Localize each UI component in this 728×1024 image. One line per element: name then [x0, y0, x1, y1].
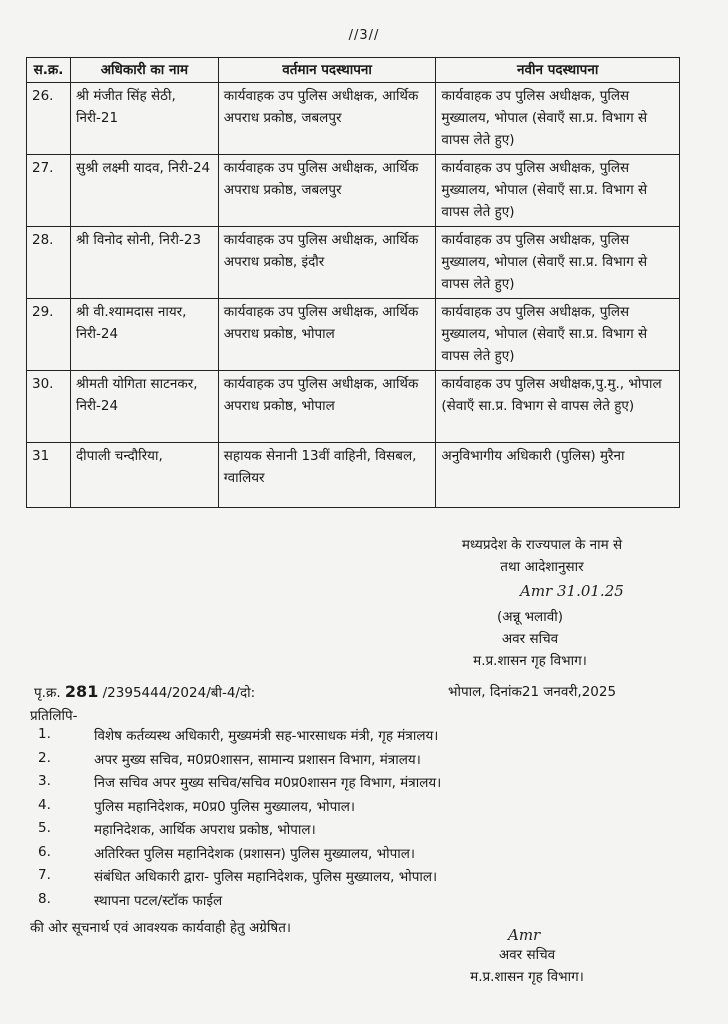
row-current-posting: कार्यवाहक उप पुलिस अधीक्षक, आर्थिक अपराध प्रकोष्ठ, भोपाल [218, 299, 436, 371]
row-new-posting: कार्यवाहक उप पुलिस अधीक्षक, पुलिस मुख्यालय, भोपाल (सेवाएँ सा.प्र. विभाग से वापस लेते हुए) [436, 155, 680, 227]
row-new-posting: कार्यवाहक उप पुलिस अधीक्षक, पुलिस मुख्यालय, भोपाल (सेवाएँ सा.प्र. विभाग से वापस लेते हुए) [436, 299, 680, 371]
header-sno: स.क्र. [27, 58, 71, 83]
list-item [30, 797, 441, 821]
issue-date: भोपाल, दिनांक21 जनवरी,2025 [448, 684, 617, 700]
reference-prefix: पृ.क्र. [34, 685, 61, 701]
item-number: 1. [38, 726, 51, 742]
item-number: 7. [38, 867, 51, 883]
row-sno: 28. [27, 227, 71, 299]
row-sno: 27. [27, 155, 71, 227]
item-text: महानिदेशक, आर्थिक अपराध प्रकोष्ठ, भोपाल। [94, 822, 316, 838]
signatory-name: (अन्नू भलावी) [497, 609, 563, 625]
item-text: संबंधित अधिकारी द्वारा- पुलिस महानिदेशक, पुलिस मुख्यालय, भोपाल। [94, 869, 438, 885]
list-item [30, 820, 441, 844]
table-row [27, 83, 680, 155]
item-number: 6. [38, 843, 51, 860]
copy-signatory [452, 944, 602, 988]
row-name: श्री विनोद सोनी, निरी-23 [70, 227, 218, 299]
item-text: पुलिस महानिदेशक, म0प्र0 पुलिस मुख्यालय, भोपाल। [94, 798, 356, 815]
row-sno: 29. [27, 299, 71, 371]
row-new-posting: कार्यवाहक उप पुलिस अधीक्षक,पु.मु., भोपाल (सेवाएँ सा.प्र. विभाग से वापस लेते हुए) [436, 371, 680, 443]
copy-title: प्रतिलिपि- [30, 708, 78, 724]
table-header-row [27, 58, 680, 83]
row-new-posting: अनुविभागीय अधिकारी (पुलिस) मुरैना [436, 443, 680, 508]
transfer-table [26, 57, 680, 508]
item-number: 8. [38, 890, 51, 907]
row-current-posting: कार्यवाहक उप पुलिस अधीक्षक, आर्थिक अपराध प्रकोष्ठ, जबलपुर [218, 155, 436, 227]
table-row [27, 227, 680, 299]
item-text: अतिरिक्त पुलिस महानिदेशक (प्रशासन) पुलिस मुख्यालय, भोपाल। [94, 845, 416, 862]
header-officer-name: अधिकारी का नाम [70, 58, 218, 83]
forwarding-note: की ओर सूचनार्थ एवं आवश्यक कार्यवाही हेतु अग्रेषित। [30, 920, 292, 936]
row-current-posting: कार्यवाहक उप पुलिस अधीक्षक, आर्थिक अपराध प्रकोष्ठ, भोपाल [218, 371, 436, 443]
row-new-posting: कार्यवाहक उप पुलिस अधीक्षक, पुलिस मुख्यालय, भोपाल (सेवाएँ सा.प्र. विभाग से वापस लेते हुए) [436, 227, 680, 299]
row-name: दीपाली चन्दौरिया, [70, 443, 218, 508]
signatory-department: म.प्र.शासन गृह विभाग। [473, 653, 587, 669]
copy-signatory-department: म.प्र.शासन गृह विभाग। [470, 969, 584, 985]
item-number: 2. [38, 749, 51, 766]
list-item [30, 726, 441, 750]
table-row [27, 299, 680, 371]
list-item [30, 844, 441, 868]
item-number: 3. [38, 773, 51, 789]
signatory-designation: अवर सचिव [501, 631, 559, 647]
copy-signature: Amr [508, 926, 541, 944]
page-number: //3// [348, 28, 380, 43]
header-new-posting: नवीन पदस्थापना [436, 58, 680, 83]
row-name: श्री वी.श्यामदास नायर, निरी-24 [70, 299, 218, 371]
table-row [27, 371, 680, 443]
order-authority-line-2: तथा आदेशानुसार [500, 559, 584, 575]
header-current-posting: वर्तमान पदस्थापना [218, 58, 436, 83]
row-sno: 30. [27, 371, 71, 443]
item-text: स्थापना पटल/स्टॉक फाईल [94, 892, 223, 909]
row-current-posting: कार्यवाहक उप पुलिस अधीक्षक, आर्थिक अपराध प्रकोष्ठ, जबलपुर [218, 83, 436, 155]
row-new-posting: कार्यवाहक उप पुलिस अधीक्षक, पुलिस मुख्यालय, भोपाल (सेवाएँ सा.प्र. विभाग से वापस लेते हुए) [436, 83, 680, 155]
order-signature-block [412, 534, 672, 578]
item-number: 4. [38, 796, 51, 813]
list-item [30, 891, 441, 915]
reference-number-value: 281 [64, 682, 99, 701]
item-number: 5. [38, 820, 51, 836]
item-text: अपर मुख्य सचिव, म0प्र0शासन, सामान्य प्रशासन विभाग, मंत्रालय। [94, 751, 421, 768]
row-current-posting: सहायक सेनानी 13वीं वाहिनी, विसबल, ग्वालियर [218, 443, 436, 508]
copy-list [30, 726, 441, 914]
list-item [30, 750, 441, 774]
order-signature: Amr 31.01.25 [520, 582, 624, 600]
table-row [27, 443, 680, 508]
row-name: श्रीमती योगिता साटनकर, निरी-24 [70, 371, 218, 443]
row-sno: 26. [27, 83, 71, 155]
row-name: श्री मंजीत सिंह सेठी, निरी-21 [70, 83, 218, 155]
list-item [30, 867, 441, 891]
reference-suffix: /2395444/2024/बी-4/दो: [102, 685, 256, 701]
order-authority-line: मध्यप्रदेश के राज्यपाल के नाम से [461, 537, 623, 553]
row-current-posting: कार्यवाहक उप पुलिस अधीक्षक, आर्थिक अपराध प्रकोष्ठ, इंदौर [218, 227, 436, 299]
list-item [30, 773, 441, 797]
reference-number [34, 682, 255, 701]
copy-signatory-designation: अवर सचिव [498, 947, 556, 963]
item-text: निज सचिव अपर मुख्य सचिव/सचिव म0प्र0शासन गृह विभाग, मंत्रालय। [94, 775, 442, 791]
row-sno: 31 [27, 443, 71, 508]
row-name: सुश्री लक्ष्मी यादव, निरी-24 [70, 155, 218, 227]
order-signatory [460, 606, 600, 672]
item-text: विशेष कर्तव्यस्थ अधिकारी, मुख्यमंत्री सह-भारसाधक मंत्री, गृह मंत्रालय। [94, 728, 439, 744]
table-row [27, 155, 680, 227]
